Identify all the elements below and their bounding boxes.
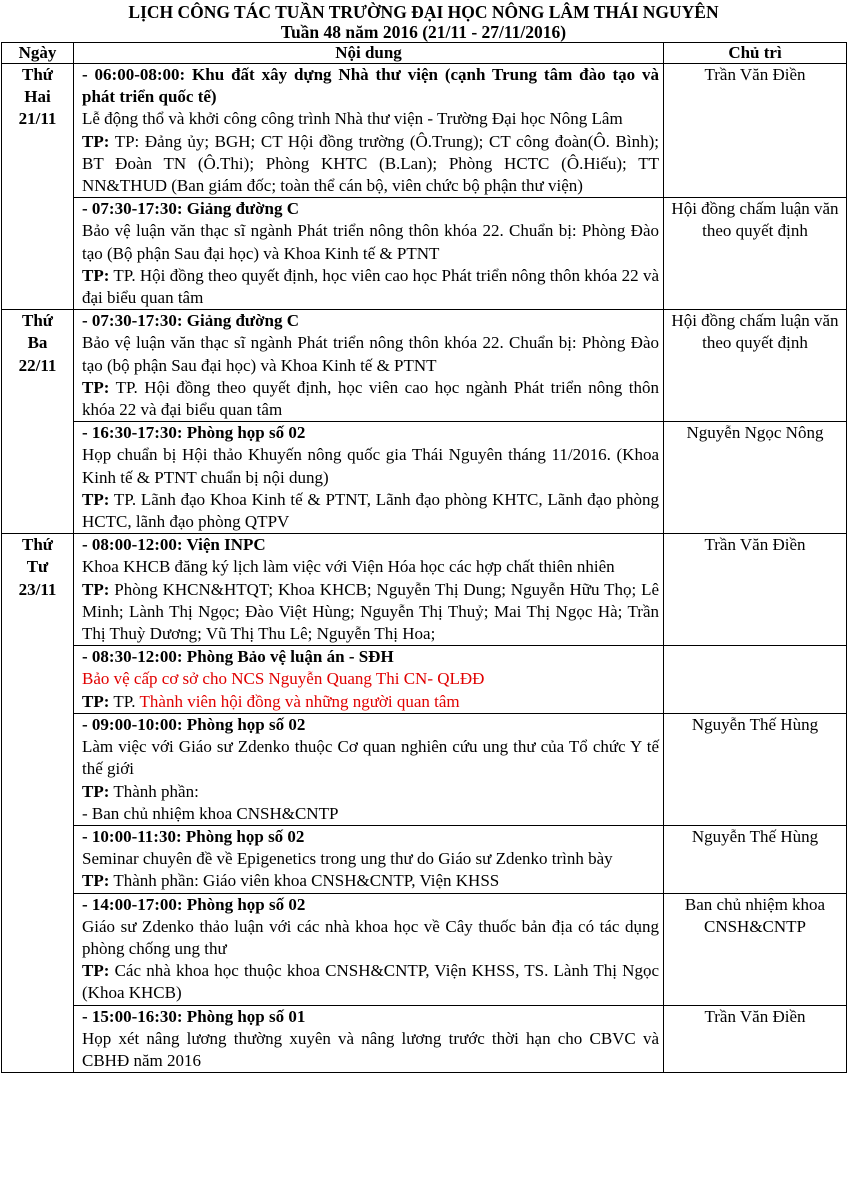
event-description: Bảo vệ luận văn thạc sĩ ngành Phát triển nông thôn khóa 22. Chuẩn bị: Phòng Đào tạo (bộ phận Sau đại học) và Khoa Kinh tế & PTNT: [82, 333, 659, 375]
event-participants: TP: TP. Lãnh đạo Khoa Kinh tế & PTNT, Lãnh đạo phòng KHTC, Lãnh đạo phòng HCTC, lãnh đạo phòng QTPV: [82, 489, 659, 532]
event-host: Hội đồng chấm luận văn theo quyết định: [664, 198, 847, 310]
table-row: [2, 713, 847, 825]
event-participants: TP: TP: Đảng ủy; BGH; CT Hội đồng trường (Ô.Trung); CT công đoàn(Ô. Bình); BT Đoàn TN (Ô.Thi); Phòng KHTC (B.Lan); Phòng HCTC (Ô.Hiếu); TT NN&THUD (Ban giám đốc; toàn thể cán bộ, viên chức bộ phận thư viện): [82, 131, 659, 196]
event-participants: TP: TP. Hội đồng theo quyết định, học viên cao học ngành Phát triển nông thôn khóa 22 và đại biểu quan tâm: [82, 377, 659, 420]
column-header-host: Chủ trì: [664, 43, 847, 64]
event-content: [74, 422, 664, 534]
event-description: Seminar chuyên đề về Epigenetics trong ung thư do Giáo sư Zdenko trình bày: [82, 849, 613, 869]
event-description: Họp chuẩn bị Hội thảo Khuyến nông quốc gia Thái Nguyên tháng 11/2016. (Khoa Kinh tế & PTNT chuẩn bị nội dung): [82, 445, 659, 487]
day-cell-tuesday: Thứ Ba 22/11: [2, 310, 74, 534]
event-title: - 16:30-17:30: Phòng họp số 02: [82, 423, 306, 443]
column-header-content: Nội dung: [74, 43, 664, 64]
table-row: [2, 893, 847, 1005]
table-row: [2, 198, 847, 310]
table-row: [2, 422, 847, 534]
event-participants: TP: Phòng KHCN&HTQT; Khoa KHCB; Nguyễn Thị Dung; Nguyễn Hữu Thọ; Lê Minh; Lành Thị Ngọc; Đào Việt Hùng; Nguyễn Thị Thuỷ; Mai Thị Ngọc Hà; Trần Thị Thuỳ Dương; Vũ Thị Thu Lê; Nguyễn Thị Hoa;: [82, 579, 659, 644]
table-header-row: [2, 43, 847, 64]
event-host: [664, 646, 847, 714]
event-content: [74, 646, 664, 714]
document-header: [0, 0, 847, 42]
event-title: - 08:30-12:00: Phòng Bảo vệ luận án - SĐH: [82, 647, 394, 667]
event-participants: TP: TP. Hội đồng theo quyết định, học viên cao học Phát triển nông thôn khóa 22 và đại biểu quan tâm: [82, 265, 659, 308]
table-row: [2, 64, 847, 198]
event-host: Trần Văn Điền: [664, 1005, 847, 1073]
event-content: [74, 198, 664, 310]
schedule-table: [1, 42, 847, 1073]
table-row: [2, 534, 847, 646]
event-content: [74, 534, 664, 646]
event-title: - 14:00-17:00: Phòng họp số 02: [82, 894, 306, 914]
event-host: Ban chủ nhiệm khoa CNSH&CNTP: [664, 893, 847, 1005]
event-participants: TP: Các nhà khoa học thuộc khoa CNSH&CNTP, Viện KHSS, TS. Lành Thị Ngọc (Khoa KHCB): [82, 961, 659, 1003]
week-subtitle: Tuần 48 năm 2016 (21/11 - 27/11/2016): [280, 22, 567, 42]
event-title: - 15:00-16:30: Phòng họp số 01: [82, 1006, 306, 1026]
event-title: - 07:30-17:30: Giảng đường C: [82, 311, 300, 331]
event-description: Khoa KHCB đăng ký lịch làm việc với Viện Hóa học các hợp chất thiên nhiên: [82, 557, 615, 577]
event-title: - 10:00-11:30: Phòng họp số 02: [82, 826, 305, 846]
table-row: [2, 825, 847, 893]
event-title: - 09:00-10:00: Phòng họp số 02: [82, 714, 306, 734]
table-row: [2, 1005, 847, 1073]
event-description: Bảo vệ cấp cơ sở cho NCS Nguyễn Quang Thi CN- QLĐĐ: [82, 669, 485, 689]
table-row: [2, 646, 847, 714]
page-title: LỊCH CÔNG TÁC TUẦN TRƯỜNG ĐẠI HỌC NÔNG LÂM THÁI NGUYÊN: [128, 2, 719, 22]
event-participants: TP: TP. Thành viên hội đồng và những người quan tâm: [82, 691, 460, 711]
event-content: [74, 713, 664, 825]
event-host: Trần Văn Điền: [664, 64, 847, 198]
event-host: Hội đồng chấm luận văn theo quyết định: [664, 310, 847, 422]
day-cell-wednesday: Thứ Tư 23/11: [2, 534, 74, 1073]
event-participants-extra: - Ban chủ nhiệm khoa CNSH&CNTP: [82, 803, 339, 823]
event-title: - 06:00-08:00: Khu đất xây dựng Nhà thư viện (cạnh Trung tâm đào tạo và phát triển quốc tế): [82, 65, 659, 107]
event-host: Trần Văn Điền: [664, 534, 847, 646]
event-content: [74, 64, 664, 198]
event-host: Nguyễn Ngọc Nông: [664, 422, 847, 534]
event-description: Họp xét nâng lương thường xuyên và nâng lương trước thời hạn cho CBVC và CBHĐ năm 2016: [82, 1028, 659, 1070]
event-description: Làm việc với Giáo sư Zdenko thuộc Cơ quan nghiên cứu ung thư của Tổ chức Y tế thế giới: [82, 737, 659, 779]
event-host: Nguyễn Thế Hùng: [664, 713, 847, 825]
day-cell-monday: Thứ Hai 21/11: [2, 64, 74, 310]
event-title: - 07:30-17:30: Giảng đường C: [82, 199, 300, 219]
event-content: [74, 1005, 664, 1073]
column-header-day: Ngày: [2, 43, 74, 64]
event-host: Nguyễn Thế Hùng: [664, 825, 847, 893]
event-title: - 08:00-12:00: Viện INPC: [82, 535, 266, 555]
event-description: Giáo sư Zdenko thảo luận với các nhà khoa học về Cây thuốc bản địa có tác dụng phòng chống ung thư: [82, 916, 659, 958]
event-participants: TP: Thành phần: Giáo viên khoa CNSH&CNTP, Viện KHSS: [82, 871, 500, 891]
event-participants: TP: Thành phần:: [82, 781, 199, 801]
event-description: Lễ động thổ và khởi công công trình Nhà thư viện - Trường Đại học Nông Lâm: [82, 109, 623, 129]
event-description: Bảo vệ luận văn thạc sĩ ngành Phát triển nông thôn khóa 22. Chuẩn bị: Phòng Đào tạo (Bộ phận Sau đại học) và Khoa Kinh tế & PTNT: [82, 221, 659, 263]
table-row: [2, 310, 847, 422]
event-content: [74, 825, 664, 893]
event-content: [74, 893, 664, 1005]
event-content: [74, 310, 664, 422]
